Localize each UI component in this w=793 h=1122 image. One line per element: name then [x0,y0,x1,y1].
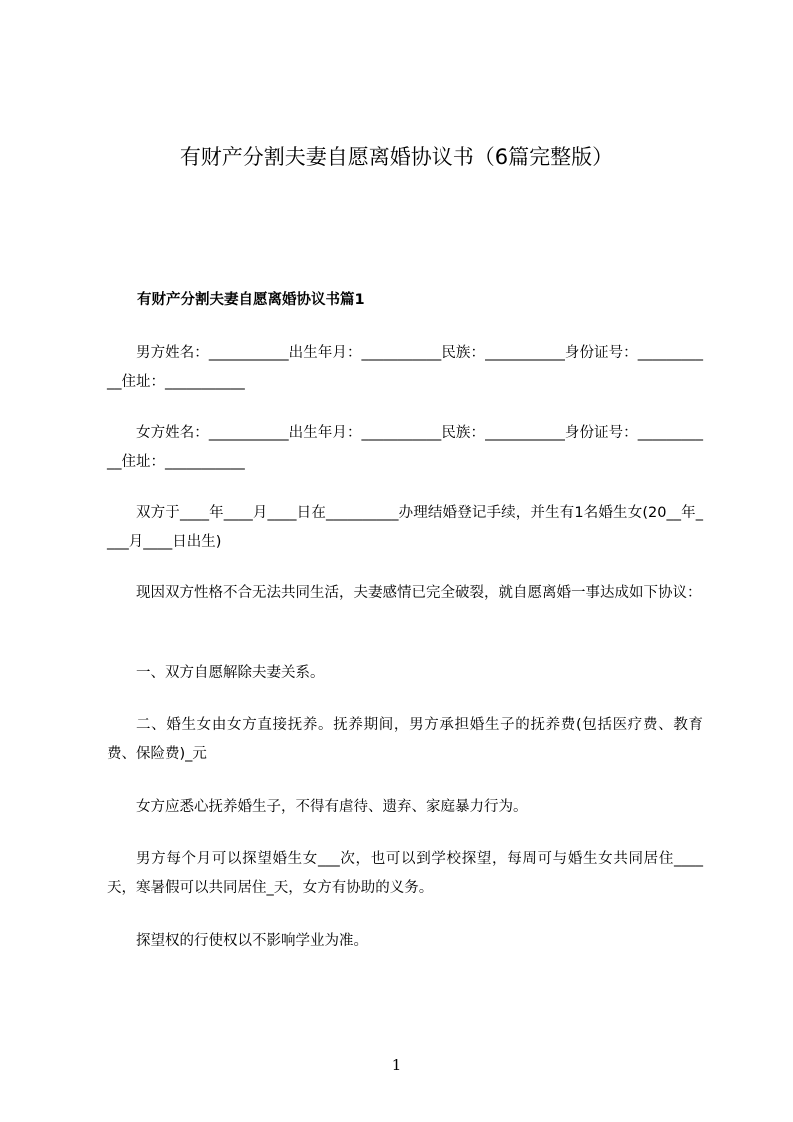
section-heading: 有财产分割夫妻自愿离婚协议书篇1 [137,292,365,308]
page-number: 1 [391,1056,402,1074]
paragraph-male-info: 男方姓名：___________出生年月：___________民族：___________身份证号：___________住址：___________ [107,345,703,390]
document-title: 有财产分割夫妻自愿离婚协议书（6篇完整版） [179,145,614,169]
paragraph-visitation-limit: 探望权的行使权以不影响学业为准。 [136,933,368,949]
paragraph-clause-1: 一、双方自愿解除夫妻关系。 [136,665,325,681]
paragraph-marriage-registration: 双方于____年____月____日在__________办理结婚登记手续，并生有1名婚生女(20__年____月____日出生) [107,505,703,550]
paragraph-custody-duty: 女方应悉心抚养婚生子，不得有虐待、遗弃、家庭暴力行为。 [136,799,528,815]
paragraph-female-info: 女方姓名：___________出生年月：___________民族：___________身份证号：___________住址：___________ [107,425,703,470]
paragraph-agreement-intro: 现因双方性格不合无法共同生活，夫妻感情已完全破裂，就自愿离婚一事达成如下协议： [136,585,702,601]
paragraph-clause-2: 二、婚生女由女方直接抚养。抚养期间，男方承担婚生子的抚养费(包括医疗费、教育费、保险费)_元 [107,717,703,762]
paragraph-visitation: 男方每个月可以探望婚生女___次，也可以到学校探望，每周可与婚生女共同居住____天，寒暑假可以共同居住_天，女方有协助的义务。 [107,851,703,896]
